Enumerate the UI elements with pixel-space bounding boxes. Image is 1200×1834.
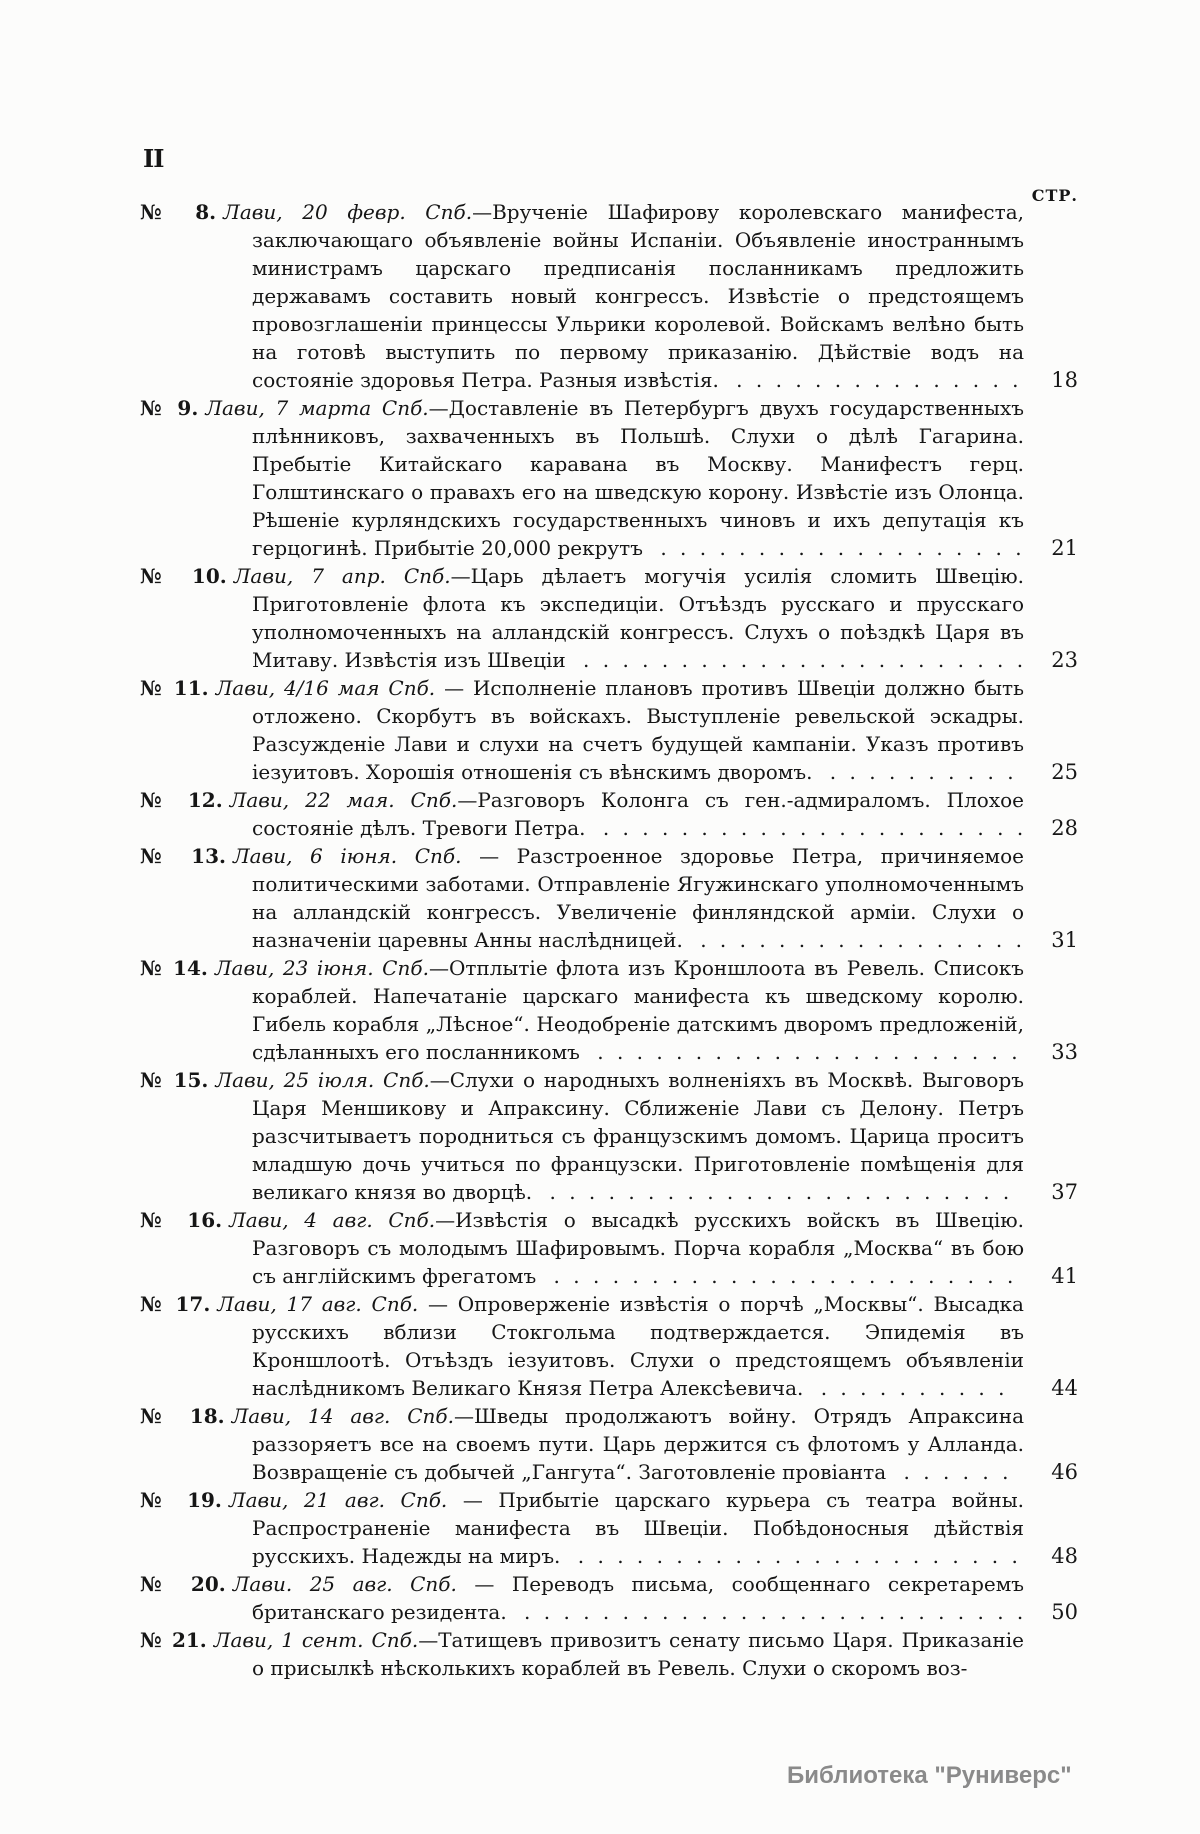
dot-leader: . . . . . . xyxy=(890,1460,1009,1484)
entry-number: № 11. xyxy=(140,676,209,700)
entry-summary: —Врученіе Шафирову королевскаго манифеста, заключающаго объявленіе войны Испаніи. Объявленіе иностраннымъ министрамъ царскаго предписанія посланникамъ предложить державамъ составить новый конгрессъ. Извѣстіе о предстоящемъ провозглашеніи принцессы Ульрики королевой. Войскамъ велѣно быть на готовѣ выступить по первому приказанію. Дѣйствіе водъ на состояніе здоровья Петра. Разныя извѣстія. xyxy=(252,200,1024,392)
entry-text xyxy=(140,1486,1024,1570)
toc-entry xyxy=(140,1402,1078,1486)
dot-leader: . . . . . . . . . . . . . . . . . . . . . . . xyxy=(569,648,1024,672)
entry-heading: Лави, 1 сент. Спб. xyxy=(213,1628,419,1652)
page-column-header: СТР. xyxy=(1031,186,1078,205)
entry-number: № 17. xyxy=(140,1292,211,1316)
entry-text xyxy=(140,674,1024,786)
entry-heading: Лави, 4/16 мая Спб. xyxy=(215,676,436,700)
dot-leader: . . . . . . . . . . . . . . . . . . . . . . xyxy=(589,816,1024,840)
entry-page-number: 25 xyxy=(1051,760,1078,784)
entry-number: № 18. xyxy=(140,1404,225,1428)
toc-entry xyxy=(140,1066,1078,1206)
toc-entry xyxy=(140,1206,1078,1290)
toc-entry xyxy=(140,394,1078,562)
entry-text xyxy=(140,1290,1024,1402)
entry-text xyxy=(140,786,1024,842)
dot-leader: . . . . . . . . . . xyxy=(816,760,1014,784)
entry-heading: Лави, 22 мая. Спб. xyxy=(229,788,458,812)
entry-number: № 10. xyxy=(140,564,227,588)
dot-leader: . . . . . . . . . . . . . . . . . . . . . . . xyxy=(564,1544,1018,1568)
entry-page-number: 46 xyxy=(1051,1460,1078,1484)
entry-page-number: 28 xyxy=(1051,816,1078,840)
entry-page-number: 23 xyxy=(1051,648,1078,672)
toc-entry xyxy=(140,1626,1078,1682)
entry-text xyxy=(140,198,1024,394)
entry-summary: — Разстроенное здоровье Петра, причиняемое политическими заботами. Отправленіе Ягужинскаго уполномоченнымъ на алландскій конгрессъ. Увеличеніе финляндской арміи. Слухи о назначеніи царевны Анны наслѣдницей. xyxy=(252,844,1024,952)
entry-heading: Лави, 21 авг. Спб. xyxy=(228,1488,448,1512)
entry-heading: Лави, 23 іюня. Спб. xyxy=(214,956,429,980)
entry-heading: Лави. 25 авг. Спб. xyxy=(232,1572,457,1596)
dot-leader: . . . . . . . . . . xyxy=(807,1376,1005,1400)
dot-leader: . . . . . . . . . . . . . . . . . . . . . . xyxy=(583,1040,1018,1064)
toc-entry xyxy=(140,786,1078,842)
entry-page-number: 50 xyxy=(1051,1600,1078,1624)
entry-summary: —Царь дѣлаетъ могучія усилія сломить Швецію. Приготовленіе флота къ экспедиціи. Отъѣздъ русскаго и прусскаго уполномоченныхъ на алландскій конгрессъ. Слухъ о поѣздкѣ Царя въ Митаву. Извѣстія изъ Швеціи xyxy=(252,564,1024,672)
entry-page-number: 44 xyxy=(1051,1376,1078,1400)
toc-entry xyxy=(140,1290,1078,1402)
entry-page-number: 18 xyxy=(1051,368,1078,392)
toc-list xyxy=(140,198,1078,1682)
entry-heading: Лави, 25 іюля. Спб. xyxy=(215,1068,430,1092)
entry-heading: Лави, 20 февр. Спб. xyxy=(223,200,473,224)
dot-leader: . . . . . . . . . . . . . . . . . . . . . . . . xyxy=(536,1180,1010,1204)
entry-text xyxy=(140,562,1024,674)
entry-number: № 15. xyxy=(140,1068,209,1092)
entry-page-number: 37 xyxy=(1051,1180,1078,1204)
entry-summary: — Опроверженіе извѣстія о порчѣ „Москвы“. Высадка русскихъ вблизи Стокгольма подтверждается. Эпидемія въ Кроншлоотѣ. Отъѣздъ іезуитовъ. Слухи о предстоящемъ объявленіи наслѣдникомъ Великаго Князя Петра Алексѣевича. xyxy=(252,1292,1024,1400)
entry-summary: —Извѣстія о высадкѣ русскихъ войскъ въ Швецію. Разговоръ съ молодымъ Шафировымъ. Порча корабля „Москва“ въ бою съ англійскимъ фрегатомъ xyxy=(252,1208,1025,1288)
toc-entry xyxy=(140,562,1078,674)
toc-entry xyxy=(140,1486,1078,1570)
entry-heading: Лави, 7 марта Спб. xyxy=(205,396,429,420)
entry-text xyxy=(140,1570,1024,1626)
entry-heading: Лави, 14 авг. Спб. xyxy=(231,1404,454,1428)
entry-number: № 12. xyxy=(140,788,223,812)
dot-leader: . . . . . . . . . . . . . . . xyxy=(722,368,1019,392)
dot-leader: . . . . . . . . . . . . . . . . . . . . . . . . xyxy=(540,1264,1014,1288)
entry-number: № 13. xyxy=(140,844,226,868)
toc-entry xyxy=(140,674,1078,786)
entry-page-number: 31 xyxy=(1051,928,1078,952)
entry-summary: —Шведы продолжаютъ войну. Отрядъ Апраксина раззоряетъ все на своемъ пути. Царь держится съ флотомъ у Алланда. Возвращеніе съ добычей „Гангута“. Заготовленіе провіанта xyxy=(252,1404,1024,1484)
entry-summary: —Татищевъ привозитъ сенату письмо Царя. Приказаніе о присылкѣ нѣсколькихъ кораблей въ Ревель. Слухи о скоромъ воз- xyxy=(252,1628,1024,1680)
entry-summary: — Переводъ письма, сообщеннаго секретаремъ британскаго резидента. xyxy=(252,1572,1025,1624)
dot-leader: . . . . . . . . . . . . . . . . . . . xyxy=(646,536,1022,560)
entry-text xyxy=(140,842,1024,954)
entry-heading: Лави, 6 іюня. Спб. xyxy=(232,844,462,868)
entry-heading: Лави, 7 апр. Спб. xyxy=(233,564,451,588)
entry-number: № 9. xyxy=(140,396,199,420)
entry-number: № 14. xyxy=(140,956,208,980)
entry-page-number: 48 xyxy=(1051,1544,1078,1568)
entry-summary: — Прибытіе царскаго курьера съ театра войны. Распространеніе манифеста въ Швеціи. Побѣдоносныя дѣйствія русскихъ. Надежды на миръ. xyxy=(252,1488,1024,1568)
library-watermark: Библиотека "Руниверс" xyxy=(787,1762,1072,1789)
toc-entry xyxy=(140,842,1078,954)
entry-heading: Лави, 17 авг. Спб. xyxy=(217,1292,419,1316)
page-folio-number: II xyxy=(143,144,164,173)
entry-page-number: 41 xyxy=(1051,1264,1078,1288)
dot-leader: . . . . . . . . . . . . . . . . . . . . . . . . . . xyxy=(510,1600,1024,1624)
toc-entry xyxy=(140,198,1078,394)
entry-number: № 8. xyxy=(140,200,217,224)
dot-leader: . . . . . . . . . . . . . . . . . xyxy=(686,928,1022,952)
entry-text xyxy=(140,1066,1024,1206)
dot-leader xyxy=(967,1656,971,1680)
toc-entry xyxy=(140,1570,1078,1626)
entry-number: № 19. xyxy=(140,1488,222,1512)
entry-text xyxy=(140,394,1024,562)
entry-summary: —Разговоръ Колонга съ ген.-адмираломъ. Плохое состояніе дѣлъ. Тревоги Петра. xyxy=(252,788,1024,840)
entry-number: № 16. xyxy=(140,1208,223,1232)
entry-number: № 21. xyxy=(140,1628,207,1652)
entry-text xyxy=(140,1626,1024,1682)
entry-summary: —Отплытіе флота изъ Кроншлоота въ Ревель. Списокъ кораблей. Напечатаніе царскаго манифеста къ шведскому королю. Гибель корабля „Лѣсное“. Неодобреніе датскимъ дворомъ предложеній, сдѣланныхъ его посланникомъ xyxy=(252,956,1024,1064)
entry-text xyxy=(140,1206,1024,1290)
toc-entry xyxy=(140,954,1078,1066)
entry-page-number: 33 xyxy=(1051,1040,1078,1064)
entry-text xyxy=(140,1402,1024,1486)
entry-heading: Лави, 4 авг. Спб. xyxy=(229,1208,436,1232)
entry-summary: — Исполненіе плановъ противъ Швеціи должно быть отложено. Скорбутъ въ войскахъ. Выступленіе ревельской эскадры. Разсужденіе Лави и слухи на счетъ будущей кампаніи. Указъ противъ іезуитовъ. Хорошія отношенія съ вѣнскимъ дворомъ. xyxy=(252,676,1024,784)
entry-page-number: 21 xyxy=(1051,536,1078,560)
entry-page-number xyxy=(1024,1626,1078,1682)
entry-summary: —Доставленіе въ Петербургъ двухъ государственныхъ плѣнниковъ, захваченныхъ въ Польшѣ. Слухи о дѣлѣ Гагарина. Пребытіе Китайскаго каравана въ Москву. Манифестъ герц. Голштинскаго о правахъ его на шведскую корону. Извѣстіе изъ Олонца. Рѣшеніе курляндскихъ государственныхъ чиновъ и ихъ депутація къ герцогинѣ. Прибытіе 20,000 рекрутъ xyxy=(252,396,1024,560)
entry-summary: —Слухи о народныхъ волненіяхъ въ Москвѣ. Выговоръ Царя Меншикову и Апраксину. Сближеніе Лави съ Делону. Петръ разсчитываетъ породниться съ французскимъ домомъ. Царица проситъ младшую дочь учиться по французски. Приготовленіе помѣщенія для великаго князя во дворцѣ. xyxy=(252,1068,1024,1204)
entry-text xyxy=(140,954,1024,1066)
entry-number: № 20. xyxy=(140,1572,226,1596)
